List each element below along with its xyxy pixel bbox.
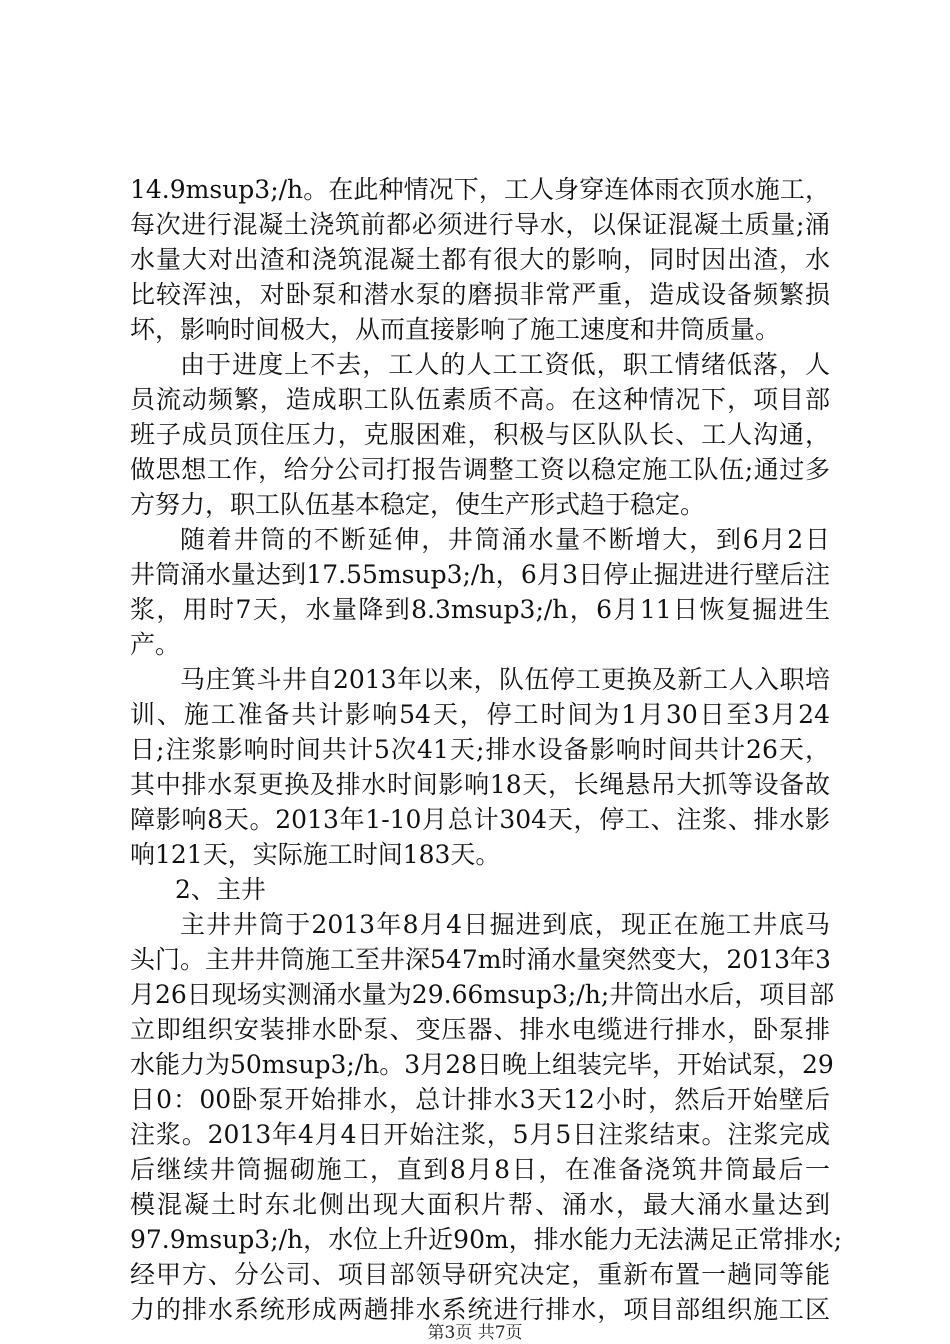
text-line: 班子成员顶住压力，克服困难，积极与区队队长、工人沟通， — [130, 420, 830, 449]
text-line: 浆，用时7天，水量降到8.3msup3;/h，6月11日恢复掘进生 — [130, 595, 830, 624]
text-line: 比较浑浊，对卧泵和潜水泵的磨损非常严重，造成设备频繁损 — [130, 280, 830, 309]
paragraph-first-line: 由于进度上不去，工人的人工工资低，职工情绪低落，人 — [180, 350, 830, 379]
page-footer: 第3页 共7页 — [427, 1323, 523, 1343]
text-line: 日;注浆影响时间共计5次41天;排水设备影响时间共计26天， — [130, 735, 830, 764]
text-line: 水量大对出渣和浇筑混凝土都有很大的影响，同时因出渣，水 — [130, 245, 830, 274]
text-line: 力的排水系统形成两趟排水系统进行排水，项目部组织施工区 — [130, 1295, 830, 1324]
text-line: 日0：00卧泵开始排水，总计排水3天12小时，然后开始壁后 — [130, 1085, 830, 1114]
paragraph-first-line: 主井井筒于2013年8月4日掘进到底，现正在施工井底马 — [180, 910, 830, 939]
paragraph-first-line: 随着井筒的不断延伸，井筒涌水量不断增大，到6月2日 — [180, 525, 830, 554]
text-line: 其中排水泵更换及排水时间影响18天，长绳悬吊大抓等设备故 — [130, 770, 830, 799]
text-line: 井筒涌水量达到17.55msup3;/h，6月3日停止掘进进行壁后注 — [130, 560, 830, 589]
text-line: 月26日现场实测涌水量为29.66msup3;/h;井筒出水后，项目部 — [130, 980, 835, 1009]
text-line: 训、施工准备共计影响54天，停工时间为1月30日至3月24 — [130, 700, 830, 729]
text-line: 员流动频繁，造成职工队伍素质不高。在这种情况下，项目部 — [130, 385, 830, 414]
text-line: 立即组织安装排水卧泵、变压器、排水电缆进行排水，卧泵排 — [130, 1015, 830, 1044]
text-line: 14.9msup3;/h。在此种情况下，工人身穿连体雨衣顶水施工， — [130, 175, 830, 204]
text-line: 经甲方、分公司、项目部领导研究决定，重新布置一趟同等能 — [130, 1260, 830, 1289]
text-line: 每次进行混凝土浇筑前都必须进行导水，以保证混凝土质量;涌 — [130, 210, 830, 239]
paragraph-first-line: 马庄箕斗井自2013年以来，队伍停工更换及新工人入职培 — [180, 665, 830, 694]
text-line: 水能力为50msup3;/h。3月28日晚上组装完毕，开始试泵，29 — [130, 1050, 834, 1079]
text-line: 模混凝土时东北侧出现大面积片帮、涌水，最大涌水量达到 — [130, 1190, 830, 1219]
text-line: 坏，影响时间极大，从而直接影响了施工速度和井筒质量。 — [130, 315, 781, 344]
section-heading: 2、主井 — [175, 875, 266, 904]
text-line: 后继续井筒掘砌施工，直到8月8日，在准备浇筑井筒最后一 — [130, 1155, 830, 1184]
text-line: 注浆。2013年4月4日开始注浆，5月5日注浆结束。注浆完成 — [130, 1120, 830, 1149]
text-line: 头门。主井井筒施工至井深547m时涌水量突然变大，2013年3 — [130, 945, 831, 974]
text-line: 做思想工作，给分公司打报告调整工资以稳定施工队伍;通过多 — [130, 455, 830, 484]
text-line: 响121天，实际施工时间183天。 — [130, 840, 501, 869]
text-line: 方努力，职工队伍基本稳定，使生产形式趋于稳定。 — [130, 490, 706, 519]
text-line: 障影响8天。2013年1-10月总计304天，停工、注浆、排水影 — [130, 805, 830, 834]
text-line: 产。 — [130, 630, 181, 659]
text-line: 97.9msup3;/h，水位上升近90m，排水能力无法满足正常排水; — [130, 1225, 843, 1254]
